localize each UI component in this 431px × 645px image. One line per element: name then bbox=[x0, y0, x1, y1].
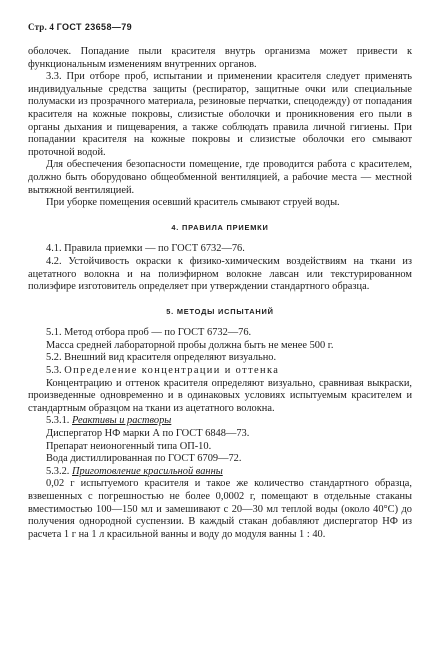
item-number: 5.3.2. bbox=[46, 465, 70, 477]
standard-number: ГОСТ 23658—79 bbox=[56, 22, 133, 32]
paragraph-4-2: 4.2. Устойчивость окраски к физико-химическим воздействиям на ткани из ацетатного волокна и на полиэфирном волокне лавсан или текстурированном полиэфире изготовитель определяет при утверждении стандартного образца. bbox=[28, 255, 412, 293]
item-number: 5.3.1. bbox=[46, 415, 70, 427]
page-header bbox=[28, 22, 132, 32]
reagent-item: Диспергатор НФ марки А по ГОСТ 6848—73. bbox=[46, 428, 250, 440]
paragraph-concentration: Концентрацию и оттенок красителя определяют визуально, сравнивая выкраски, произведенные одновременно и в одинаковых условиях испытуемым красителем и стандартным образцом на ткани из ацетатного волокна. bbox=[28, 377, 412, 414]
paragraph-5-3 bbox=[28, 365, 412, 378]
section-5-heading: 5. МЕТОДЫ ИСПЫТАНИЙ bbox=[166, 306, 274, 316]
paragraph-4-1: 4.1. Правила приемки — по ГОСТ 6732—76. bbox=[46, 243, 245, 255]
reagent-item: Препарат неионогенный типа ОП-10. bbox=[46, 440, 212, 452]
document-body bbox=[28, 46, 412, 541]
paragraph-sample-mass: Масса средней лабораторной пробы должна быть не менее 500 г. bbox=[46, 339, 334, 351]
subsection-title: Приготовление красильной ванны bbox=[72, 465, 223, 477]
paragraph-5-2: 5.2. Внешний вид красителя определяют визуально. bbox=[46, 352, 277, 364]
paragraph: оболочек. Попадание пыли красителя внутрь организма может привести к функциональным изменениям внутренних органов. bbox=[28, 46, 412, 70]
subsection-title: Определение концентрации и оттенка bbox=[64, 365, 280, 377]
paragraph-5-1: 5.1. Метод отбора проб — по ГОСТ 6732—76. bbox=[46, 327, 252, 339]
paragraph-5-3-2 bbox=[28, 466, 412, 479]
page-label: Стр. 4 bbox=[28, 22, 55, 32]
paragraph-cleaning: При уборке помещения осевший краситель смывают струей воды. bbox=[46, 197, 340, 209]
subsection-title: Реактивы и растворы bbox=[72, 415, 172, 427]
reagent-item: Вода дистиллированная по ГОСТ 6709—72. bbox=[46, 453, 242, 465]
paragraph-bath-preparation: 0,02 г испытуемого красителя и такое же количество стандартного образца, взвешенных с погрешностью не более 0,0002 г, помещают в отдельные стаканы вместимостью 100—150 мл и замешивают с 20—30 мл теплой воды (около 40°С) до получения однородной суспензии. В каждый стакан добавляют диспергатор НФ из расчета 1 г на 1 л красильной ванны и воду до модуля ванны 1 : 40. bbox=[28, 478, 412, 540]
paragraph-ventilation: Для обеспечения безопасности помещение, где проводится работа с красителем, должно быть оборудовано общеобменной вентиляцией, а рабочие места — местной вытяжной вентиляцией. bbox=[28, 159, 412, 196]
item-number: 5.3. bbox=[46, 365, 62, 377]
paragraph-3-3: 3.3. При отборе проб, испытании и применении красителя следует применять индивидуальные средства защиты (респиратор, защитные очки или специальные полумаски из прозрачного материала, резиновые перчатки, спецодежду) от попадания красителя на кожные покровы, слизистые оболочки и проникновения его пыли в органы дыхания и пищеварения, а также соблюдать правила личной гигиены. При попадании красителя на кожные покровы и слизистые оболочки его смывают проточной водой. bbox=[28, 71, 412, 158]
paragraph-5-3-1 bbox=[28, 415, 412, 428]
section-4-heading: 4. ПРАВИЛА ПРИЕМКИ bbox=[171, 222, 269, 232]
